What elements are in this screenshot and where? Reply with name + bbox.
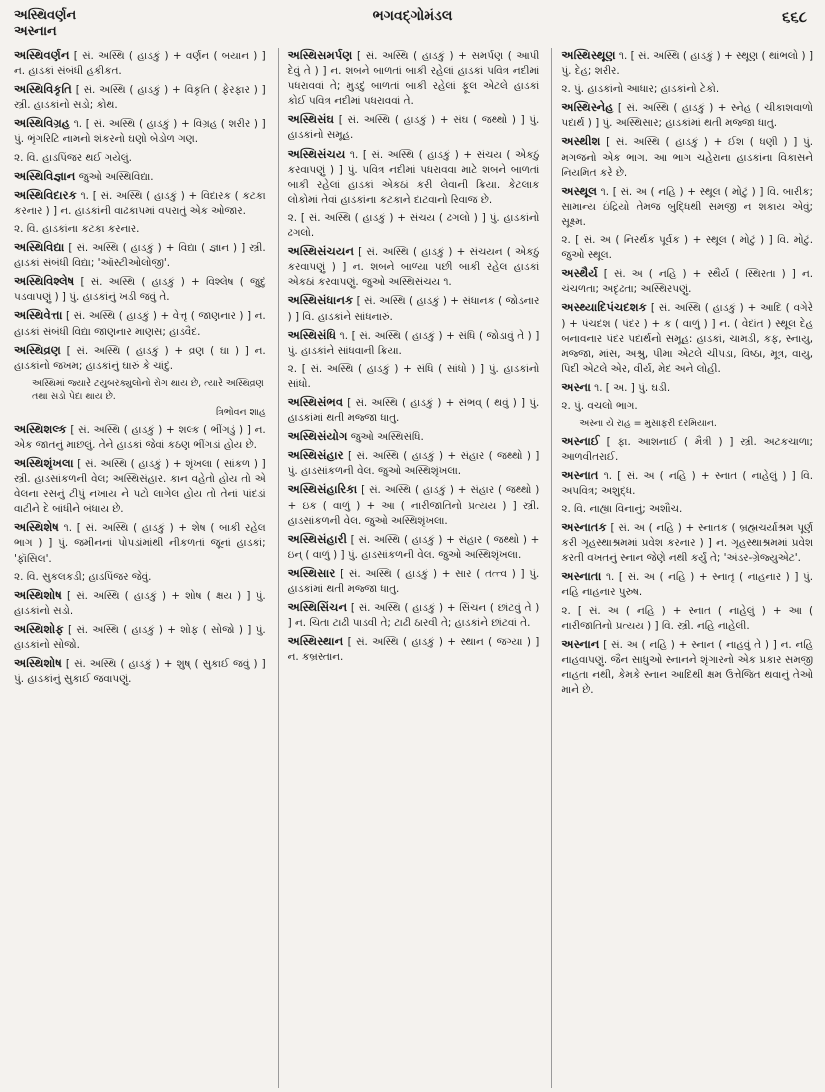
definition: [ સં. અસ્થિ ( હાડકું ) + સંહાર ( જથ્થો ) ] પું. હાડસાંકળની વેલ. જુઓ અસ્થિશૃંખલા. — [287, 450, 540, 478]
quote-attribution: ત્રિભોવન શાહ — [215, 406, 266, 418]
definition: [ સં. અસ્થિ ( હાડકું ) + ઈશ ( ધણી ) ] પું. મગજનો એક ભાગ. આ ભાગ ચહેરાના હાડકાંના વિકાસને નિયમિત કરે છે. — [561, 136, 814, 179]
dictionary-entry — [561, 380, 813, 396]
headword: અસ્થિસંયોગ — [287, 429, 348, 444]
headword: અસ્થિસાર — [287, 565, 336, 580]
dictionary-sense — [561, 399, 813, 414]
dictionary-entry — [288, 147, 540, 208]
definition: [ સં. અસ્થિ ( હાડકું ) + શોફ ( સોજો ) ] પું. હાડકાંનો સોજો. — [14, 623, 266, 651]
headword: અસ્ના — [561, 379, 591, 394]
headword: અસ્થિસંધિ — [287, 327, 337, 342]
headword: અસ્થિવિદ્યા — [14, 240, 65, 255]
definition: [ સં. અસ્થિ ( હાડકું ) + સંચયન ( એકઠું કરવાપણું ) ] ન. શબને બાળ્યા પછી બાકી રહેલ હાડકાં એકઠાં કરવાપણું. જુઓ અસ્થિસંચય ૧. — [287, 246, 540, 289]
headword: અસ્થિશલ્ક — [14, 421, 67, 436]
headword: અસ્થૂલ — [561, 183, 597, 198]
headword: અસ્થ્યાદિપંચદશક — [561, 300, 647, 315]
headword: અસ્નાતા — [561, 569, 602, 584]
dictionary-sense — [14, 222, 266, 237]
dictionary-entry — [288, 532, 540, 563]
definition: ૨. પું. વચલો ભાગ. — [561, 399, 638, 412]
definition: ૧. [ સં. અ ( નહિ ) + સ્નાત ( નાહેલું ) ] વિ. અપવિત્ર; અશુદ્ધ. — [561, 469, 814, 497]
definition: [ સં. અસ્થિ ( હાડકું ) + વિશ્લેષ ( જુદું પડવાપણું ) ] પું. હાડકાંનું ખડી જવું તે. — [14, 276, 266, 304]
definition: ૧. [ અ. ] પું. ઘડી. — [594, 381, 671, 394]
headword: અસ્થિશોફ — [14, 621, 64, 636]
dictionary-entry — [14, 343, 266, 374]
definition: ૨. [ સં. અ ( નિરર્થક પૂર્વક ) + સ્થૂલ ( મોટું ) ] વિ. મોટું. જુઓ સ્થૂલ. — [561, 234, 814, 262]
guide-word-last: અસ્નાન — [14, 24, 57, 39]
column-2 — [278, 48, 540, 1088]
dictionary-entry — [288, 395, 540, 426]
dictionary-entry — [288, 328, 540, 359]
headword: અસ્થિસંઘ — [287, 112, 335, 127]
headword: અસ્થિસંહારી — [287, 531, 347, 546]
dictionary-entry — [561, 569, 813, 600]
page-header — [14, 8, 811, 50]
dictionary-entry — [14, 169, 266, 185]
definition: [ સં. અસ્થિ ( હાડકું ) + શુષ્ ( સુકાઈ જવું ) ] પું. હાડકાંનું સુકાઈ જવાપણું. — [14, 658, 266, 686]
definition: [ સં. અસ્થિ ( હાડકું ) + શૃંખલા ( સાંકળ ) ] સ્ત્રી. હાડસાંકળની વેલ; અસ્થિસંહાર. કાન વહેતો હોય તો એ વેલના રસનું ટીપું નખાય ને પટો લાગેલ હોય તો તેનાં પાંદડાં વાટીને દે બાંધીને બંધાય છે. — [14, 457, 266, 516]
dictionary-entry — [561, 434, 813, 465]
dictionary-entry — [561, 48, 813, 79]
headword: અસ્થિશૃંખલા — [14, 455, 74, 470]
definition: ૨. [ સં. અ ( નહિ ) + સ્નાત ( નાહેલું ) + આ ( નારીજાતિનો પ્રત્યય ) ] વિ. સ્ત્રી. નહિ નાહેલી. — [561, 604, 814, 632]
definition: ૨. વિ. સુકલકડી; હાડપિંજર જેવું. — [14, 570, 152, 583]
headword: અસ્થિવિશ્લેષ — [14, 274, 75, 289]
definition: ૨. વિ. હાડકાંના કટકા કરનાર. — [14, 222, 140, 235]
book-title: ભગવદ્ગોમંડલ — [372, 8, 453, 24]
definition: [ સં. અસ્થિ ( હાડકું ) + આદિ ( વગેરે ) + પંચદશ ( પંદર ) + ક ( વાળું ) ] ન. ( વેદાંત ) સ્થૂલ દેહ બનાવનાર પંદર પદાર્થનો સમૂહ: હાડકાં, ચામડી, કફ, સ્નાયુ, મજ્જા, માંસ, અશ્રુ, પીમા એટલે ચીપડા, વિષ્ઠા, મૂત્ર, વાયુ, પિદી એટલે એર, વીર્ય, મેદ અને લોહી. — [561, 302, 814, 375]
definition: જુઓ અસ્થિવિદ્યા. — [78, 170, 154, 183]
dictionary-entry — [288, 482, 540, 528]
definition: [ સં. અ ( નહિ ) + સ્નાતક ( બ્રહ્મચર્યાશ્રમ પૂર્ણ કરી ગૃહસ્થાશ્રમમાં પ્રવેશ કરનાર ) ] ન. ગૃહસ્થાશ્રમમાં પ્રવેશ કરતી વખતનું સ્નાન જેણે નથી કર્યું તે; 'અંડર-ગ્રેજ્યુએટ'. — [561, 522, 814, 565]
headword: અસ્નાન — [561, 636, 600, 651]
definition: [ સં. અસ્થિ ( હાડકું ) + વિકૃતિ ( ફેરફાર ) ] સ્ત્રી. હાડકાંનો સડો; કોથ. — [14, 84, 266, 112]
dictionary-entry — [288, 293, 540, 324]
dictionary-entry — [561, 637, 813, 698]
headword: અસ્થિસ્થૂણ — [561, 48, 616, 62]
definition: [ સં. અસ્થિ ( હાડકું ) + શલ્ક ( ભીંગડું ) ] ન. એક જાતનું માછલું. તેને હાડકાં જેવાં કઠણ ભીંગડાં હોય છે. — [14, 423, 266, 451]
dictionary-entry — [561, 520, 813, 566]
definition: ૧. [ સં. અસ્થિ ( હાડકું ) + શેષ ( બાકી રહેલ ભાગ ) ] પું. જમીનનાં પોપડાંમાંથી નીકળતાં જૂનાં હાડકાં; 'ફૉસિલ'. — [14, 522, 266, 565]
headword: અસ્થિવર્ણન — [14, 48, 70, 62]
headword: અસ્થિશોષ — [14, 587, 62, 602]
definition: ૧. [ સં. અસ્થિ ( હાડકું ) + વિદારક ( કટકા કરનાર ) ] ન. હાડકાંની વાઢકાપમાં વપરાતું એક ઓજાર. — [14, 189, 266, 217]
headword: અસ્નાઈ — [561, 433, 600, 448]
dictionary-entry — [288, 244, 540, 290]
headword: અસ્થિવેત્તા — [14, 308, 63, 323]
definition: [ સં. અસ્થિ ( હાડકું ) + સમર્પણ ( આપી દેવું તે ) ] ન. શબને બાળતાં બાકી રહેલાં હાડકાં પવિત્ર નદીમાં પધરાવવાં તે; મુડદું બાળતાં બાકી રહેલાં ફૂલ એટલે હાડકાં કોઈ પવિત્ર નદીમાં પધરાવવાં તે. — [287, 50, 540, 108]
dictionary-entry — [14, 308, 266, 339]
definition: [ સં. અસ્થિ ( હાડકું ) + વેત્તૃ ( જાણનાર ) ] ન. હાડકાં સંબંધી વિદ્યા જાણનાર માણસ; હાડવૈદ. — [14, 310, 266, 338]
definition: [ સં. અસ્થિ ( હાડકું ) + શોષ ( ક્ષય ) ] પું. હાડકાંનો સડો. — [14, 589, 266, 617]
definition: [ સં. અસ્થિ ( હાડકું ) + સ્થાન ( જગ્યા ) ] ન. કબ્રસ્તાન. — [287, 636, 540, 664]
definition: ૨. વિ. હાડપિંજર થઈ ગયેલું. — [14, 151, 132, 164]
definition: ૨. [ સં. અસ્થિ ( હાડકું ) + સંચય ( ઢગલો ) ] પું. હાડકાંનો ઢગલો. — [287, 211, 540, 240]
definition: [ સં. અસ્થિ ( હાડકું ) + સ્નેહ ( ચીકાશવાળો પદાર્થ ) ] પું. અસ્થિસાર; હાડકાંમાં થતી મજ્જા ધાતુ. — [561, 102, 814, 130]
dictionary-sense — [561, 604, 813, 634]
dictionary-entry — [561, 266, 813, 297]
headword: અસ્થિસ્નેહ — [561, 100, 614, 115]
headword: અસ્થૈર્ય — [561, 266, 598, 281]
column-1 — [14, 48, 266, 1088]
dictionary-entry — [288, 429, 540, 445]
dictionary-entry — [561, 300, 813, 376]
dictionary-entry — [14, 274, 266, 305]
page-number: ૬૬૮ — [781, 8, 807, 26]
headword: અસ્થિસંચયન — [287, 244, 354, 259]
dictionary-sense — [14, 570, 266, 585]
dictionary-entry — [288, 566, 540, 597]
column-3 — [551, 48, 813, 1088]
definition: [ સં. અસ્થિ ( હાડકું ) + વર્ણન ( બયાન ) ] ન. હાડકાં સંબંધી હકીકત. — [14, 50, 266, 78]
definition: ૧. [ સં. અસ્થિ ( હાડકું ) + સંચય ( એકઠું કરવાપણું ) ] પું. પવિત્ર નદીમાં પધરાવવા માટે શબને બાળતાં બાકી રહેલાં હાડકાં એકઠાં કરી લેવાની ક્રિયા. કેટલાક લોકોમાં તેવાં હાડકાંના કટકાને દાટવાનો રિવાજ છે. — [287, 148, 540, 206]
headword: અસ્થિસમર્પણ — [287, 48, 353, 62]
dictionary-entry — [288, 448, 540, 479]
definition: ૨. વિ. નાહ્યા વિનાનું; અશૌચ. — [561, 502, 683, 515]
dictionary-entry — [561, 100, 813, 131]
definition: [ સં. અસ્થિ ( હાડકું ) + સંહાર ( જથ્થો ) + ઇન્ ( વાળું ) ] પું. હાડસાંકળની વેલ. જુઓ અસ્થિશૃંખલા. — [287, 533, 540, 561]
dictionary-columns — [14, 48, 813, 1088]
headword: અસ્થિવિગ્રહ — [14, 116, 71, 131]
dictionary-sense — [561, 502, 813, 517]
dictionary-entry — [288, 600, 540, 631]
headword: અસ્થિસંહારિકા — [287, 482, 358, 497]
dictionary-entry — [561, 468, 813, 499]
headword: અસ્થિસિંચન — [287, 600, 348, 615]
usage-quote: અસ્ના યે રાહ = મુસાફરી દરમિયાન. — [579, 418, 717, 430]
definition: ૧. [ સં. અસ્થિ ( હાડકું ) + સ્થૂણ ( થાંભલો ) ] પું. દેહ; શરીર. — [561, 50, 813, 78]
definition: ૨. [ સં. અસ્થિ ( હાડકું ) + સંધિ ( સાંધો ) ] પું. હાડકાંનો સાંધો. — [287, 362, 540, 390]
definition: ૨. પું. હાડકાંનો આધાર; હાડકાંનો ટેકો. — [561, 83, 720, 96]
dictionary-entry — [14, 622, 266, 653]
definition: [ સં. અસ્થિ ( હાડકું ) + સંધાનક ( જોડનાર ) ] વિ. હાડકાંને સાંધનારું. — [287, 295, 540, 323]
dictionary-sense — [561, 82, 813, 97]
headword: અસ્નાતક — [561, 520, 607, 535]
dictionary-entry — [14, 48, 266, 79]
dictionary-entry — [561, 134, 813, 180]
headword: અસ્થિસંહાર — [287, 448, 344, 463]
definition: ૧. [ સં. અસ્થિ ( હાડકું ) + સંધિ ( જોડાવું તે ) ] પું. હાડકાંને સાંધવાની ક્રિયા. — [287, 329, 540, 357]
dictionary-sense — [288, 211, 540, 241]
definition: જુઓ અસ્થિસંધિ. — [350, 431, 424, 444]
definition: [ સં. અ ( નહિ ) + સ્થૈર્ય ( સ્થિરતા ) ] ન. ચંચળતા; અદૃઢતા; અસ્થિરપણું. — [561, 268, 813, 296]
headword: અસ્થિસંચય — [287, 146, 346, 161]
dictionary-entry — [14, 520, 266, 566]
definition: [ સં. અસ્થિ ( હાડકું ) + વ્રણ ( ઘા ) ] ન. હાડકાંનો જખમ; હાડકાંનું ઘારું કે ચાંદું. — [14, 344, 266, 372]
headword: અસ્નાત — [561, 467, 599, 482]
definition: [ સં. અસ્થિ ( હાડકું ) + સંહાર ( જથ્થો ) + ઇક ( વાળું ) + આ ( નારીજાતિનો પ્રત્યય ) ] સ્ત્રી. હાડસાંકળની વેલ. જુઓ અસ્થિશૃંખલા. — [287, 484, 540, 527]
definition: [ ફા. આશનાઈ ( મૈત્રી ) ] સ્ત્રી. અટકચાળા; આળવીતરાઈ. — [561, 435, 814, 463]
dictionary-entry — [14, 588, 266, 619]
dictionary-entry — [288, 634, 540, 665]
definition: [ સં. અસ્થિ ( હાડકું ) + વિદ્યા ( જ્ઞાન ) ] સ્ત્રી. હાડકાં સંબંધી વિદ્યા; 'ઑસ્ટીઓલોજી'. — [14, 242, 266, 270]
definition: [ સં. અસ્થિ ( હાડકું ) + સંભવ્ ( થવું ) ] પું. હાડકાંમાં થતી મજ્જા ધાતુ. — [287, 396, 540, 425]
definition: [ સં. અ ( નહિ ) + સ્નાન ( નાહવું તે ) ] ન. નહિ નાહવાપણું. જૈન સાધુઓ સ્નાનને શૃંગારનો એક પ્રકાર સમજી નાહતા નથી, કેમકે સ્નાન આદિથી ક્ષમ ઉત્તેજિત થવાનું તેઓ માને છે. — [561, 638, 814, 696]
dictionary-entry — [14, 82, 266, 113]
dictionary-entry — [14, 656, 266, 687]
headword: અસ્થિવિકૃતિ — [14, 82, 72, 97]
headword: અસ્થિવ્રણ — [14, 342, 61, 357]
headword: અસ્થિસંધાનક — [287, 293, 354, 308]
headword: અસ્થિશેષ — [14, 520, 59, 535]
headword: અસ્થિવિદારક — [14, 187, 77, 202]
dictionary-entry — [14, 116, 266, 147]
headword: અસ્થિશોષ — [14, 656, 62, 671]
usage-quote: અસ્થિમાં જ્યારે ટયુબરક્યુલોનો રોગ થાય છે, ત્યારે અસ્થિવ્રણ તથા સડો પેદા થાય છે. — [32, 377, 264, 403]
headword: અસ્થીશ — [561, 134, 601, 149]
definition: [ સં. અસ્થિ ( હાડકું ) + સંઘ ( જથ્થો ) ] પું. હાડકાંનો સમૂહ. — [287, 114, 540, 142]
headword: અસ્થિસંભવ — [287, 394, 344, 409]
dictionary-entry — [14, 422, 266, 453]
dictionary-entry — [288, 48, 540, 109]
dictionary-entry — [14, 188, 266, 219]
dictionary-entry — [14, 456, 266, 517]
definition: ૧. [ સં. અ ( નહિ ) + સ્થૂલ ( મોટું ) ] વિ. બારીક; સામાન્ય ઇંદ્રિયો તેમજ બુદ્ધિથી સમજી ન શકાય એવું; સૂક્ષ્મ. — [561, 185, 814, 228]
definition: ૧. [ સં. અસ્થિ ( હાડકું ) + વિગ્રહ ( શરીર ) ] પું. ભૃંગરિટિ નામનો શંકરનો ઘણો બેડોળ ગણ. — [14, 118, 266, 146]
headword: અસ્થિવિજ્ઞાન — [14, 168, 76, 183]
definition: [ સં. અસ્થિ ( હાડકું ) + સાર ( તત્ત્વ ) ] પું. હાડકાંમાં થતી મજ્જા ધાતુ. — [287, 567, 540, 595]
definition: [ સં. અસ્થિ ( હાડકું ) + સિંચન ( છાંટવું તે ) ] ન. ચિતા ટાઢી પાડવી તે; ટાઢી ઠારવી તે; હાડકાંને છાંટવાં તે. — [287, 602, 540, 630]
guide-word-first: અસ્થિવર્ણન — [14, 8, 77, 23]
dictionary-entry — [288, 112, 540, 143]
dictionary-entry — [14, 240, 266, 271]
headword: અસ્થિસ્થાન — [287, 634, 344, 649]
dictionary-sense — [288, 362, 540, 392]
dictionary-entry — [561, 184, 813, 230]
definition: ૧. [ સં. અ ( નહિ ) + સ્નાતૃ ( નાહનાર ) ] પું. નહિ નાહનાર પુરુષ. — [561, 571, 814, 599]
dictionary-sense — [14, 151, 266, 166]
dictionary-sense — [561, 233, 813, 263]
